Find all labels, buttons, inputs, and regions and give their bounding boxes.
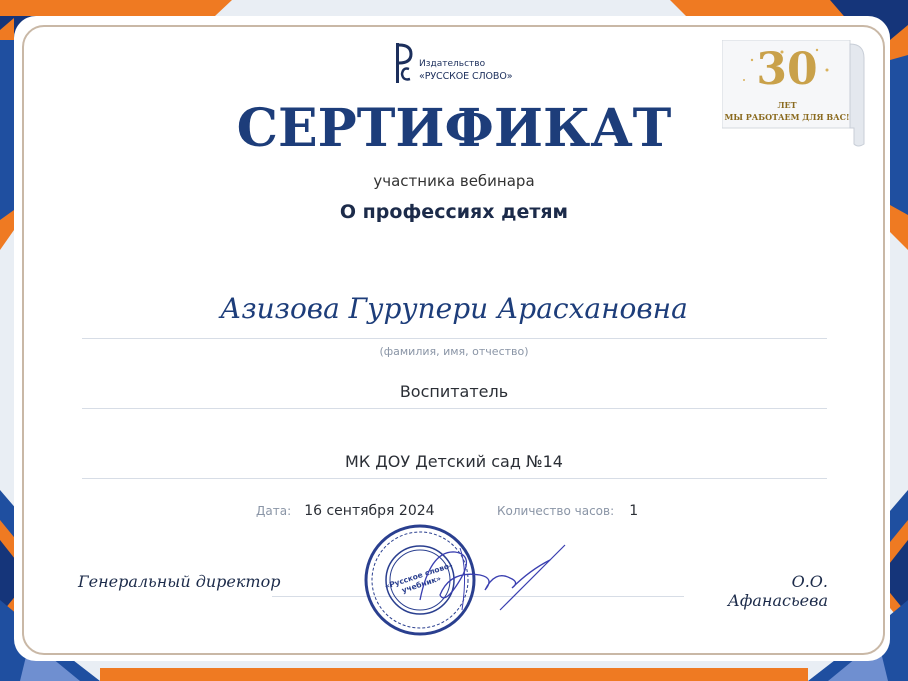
anniversary-years: ЛЕТ — [777, 100, 797, 110]
hours-value: 1 — [629, 503, 639, 519]
top-left-orange-band — [0, 0, 232, 16]
hours-label: Количество часов: — [497, 504, 615, 518]
publisher-logo — [393, 40, 523, 88]
participant-name: Азизова Гурупери Арасхановна — [220, 292, 688, 325]
publisher-mark-icon — [393, 41, 415, 85]
hours-row — [497, 500, 638, 519]
participant-organization: МК ДОУ Детский сад №14 — [345, 452, 563, 471]
director-role: Генеральный директор — [78, 572, 281, 591]
certificate-title: СЕРТИФИКАТ — [236, 98, 672, 159]
anniversary-slogan: МЫ РАБОТАЕМ ДЛЯ ВАС! — [724, 112, 850, 122]
position-underline — [82, 408, 827, 409]
anniversary-number: 30 — [756, 44, 818, 95]
director-name: О.О. Афанасьева — [727, 572, 828, 610]
handwritten-signature — [400, 530, 580, 620]
bottom-orange-strip — [100, 668, 808, 681]
organization-underline — [82, 478, 827, 479]
certificate-subtitle: участника вебинара — [373, 172, 535, 190]
publisher-name: «РУССКОЕ СЛОВО» — [419, 71, 513, 82]
name-underline — [82, 338, 827, 339]
stamp-center-text: «Русское слово–учебник» — [383, 560, 454, 595]
publisher-label: Издательство — [419, 59, 486, 69]
participant-position: Воспитатель — [399, 382, 509, 401]
name-hint: (фамилия, имя, отчество) — [379, 345, 529, 358]
date-row — [256, 500, 435, 519]
date-value: 16 сентября 2024 — [304, 503, 435, 519]
webinar-title: О профессиях детям — [339, 201, 569, 223]
date-label: Дата: — [256, 504, 292, 518]
